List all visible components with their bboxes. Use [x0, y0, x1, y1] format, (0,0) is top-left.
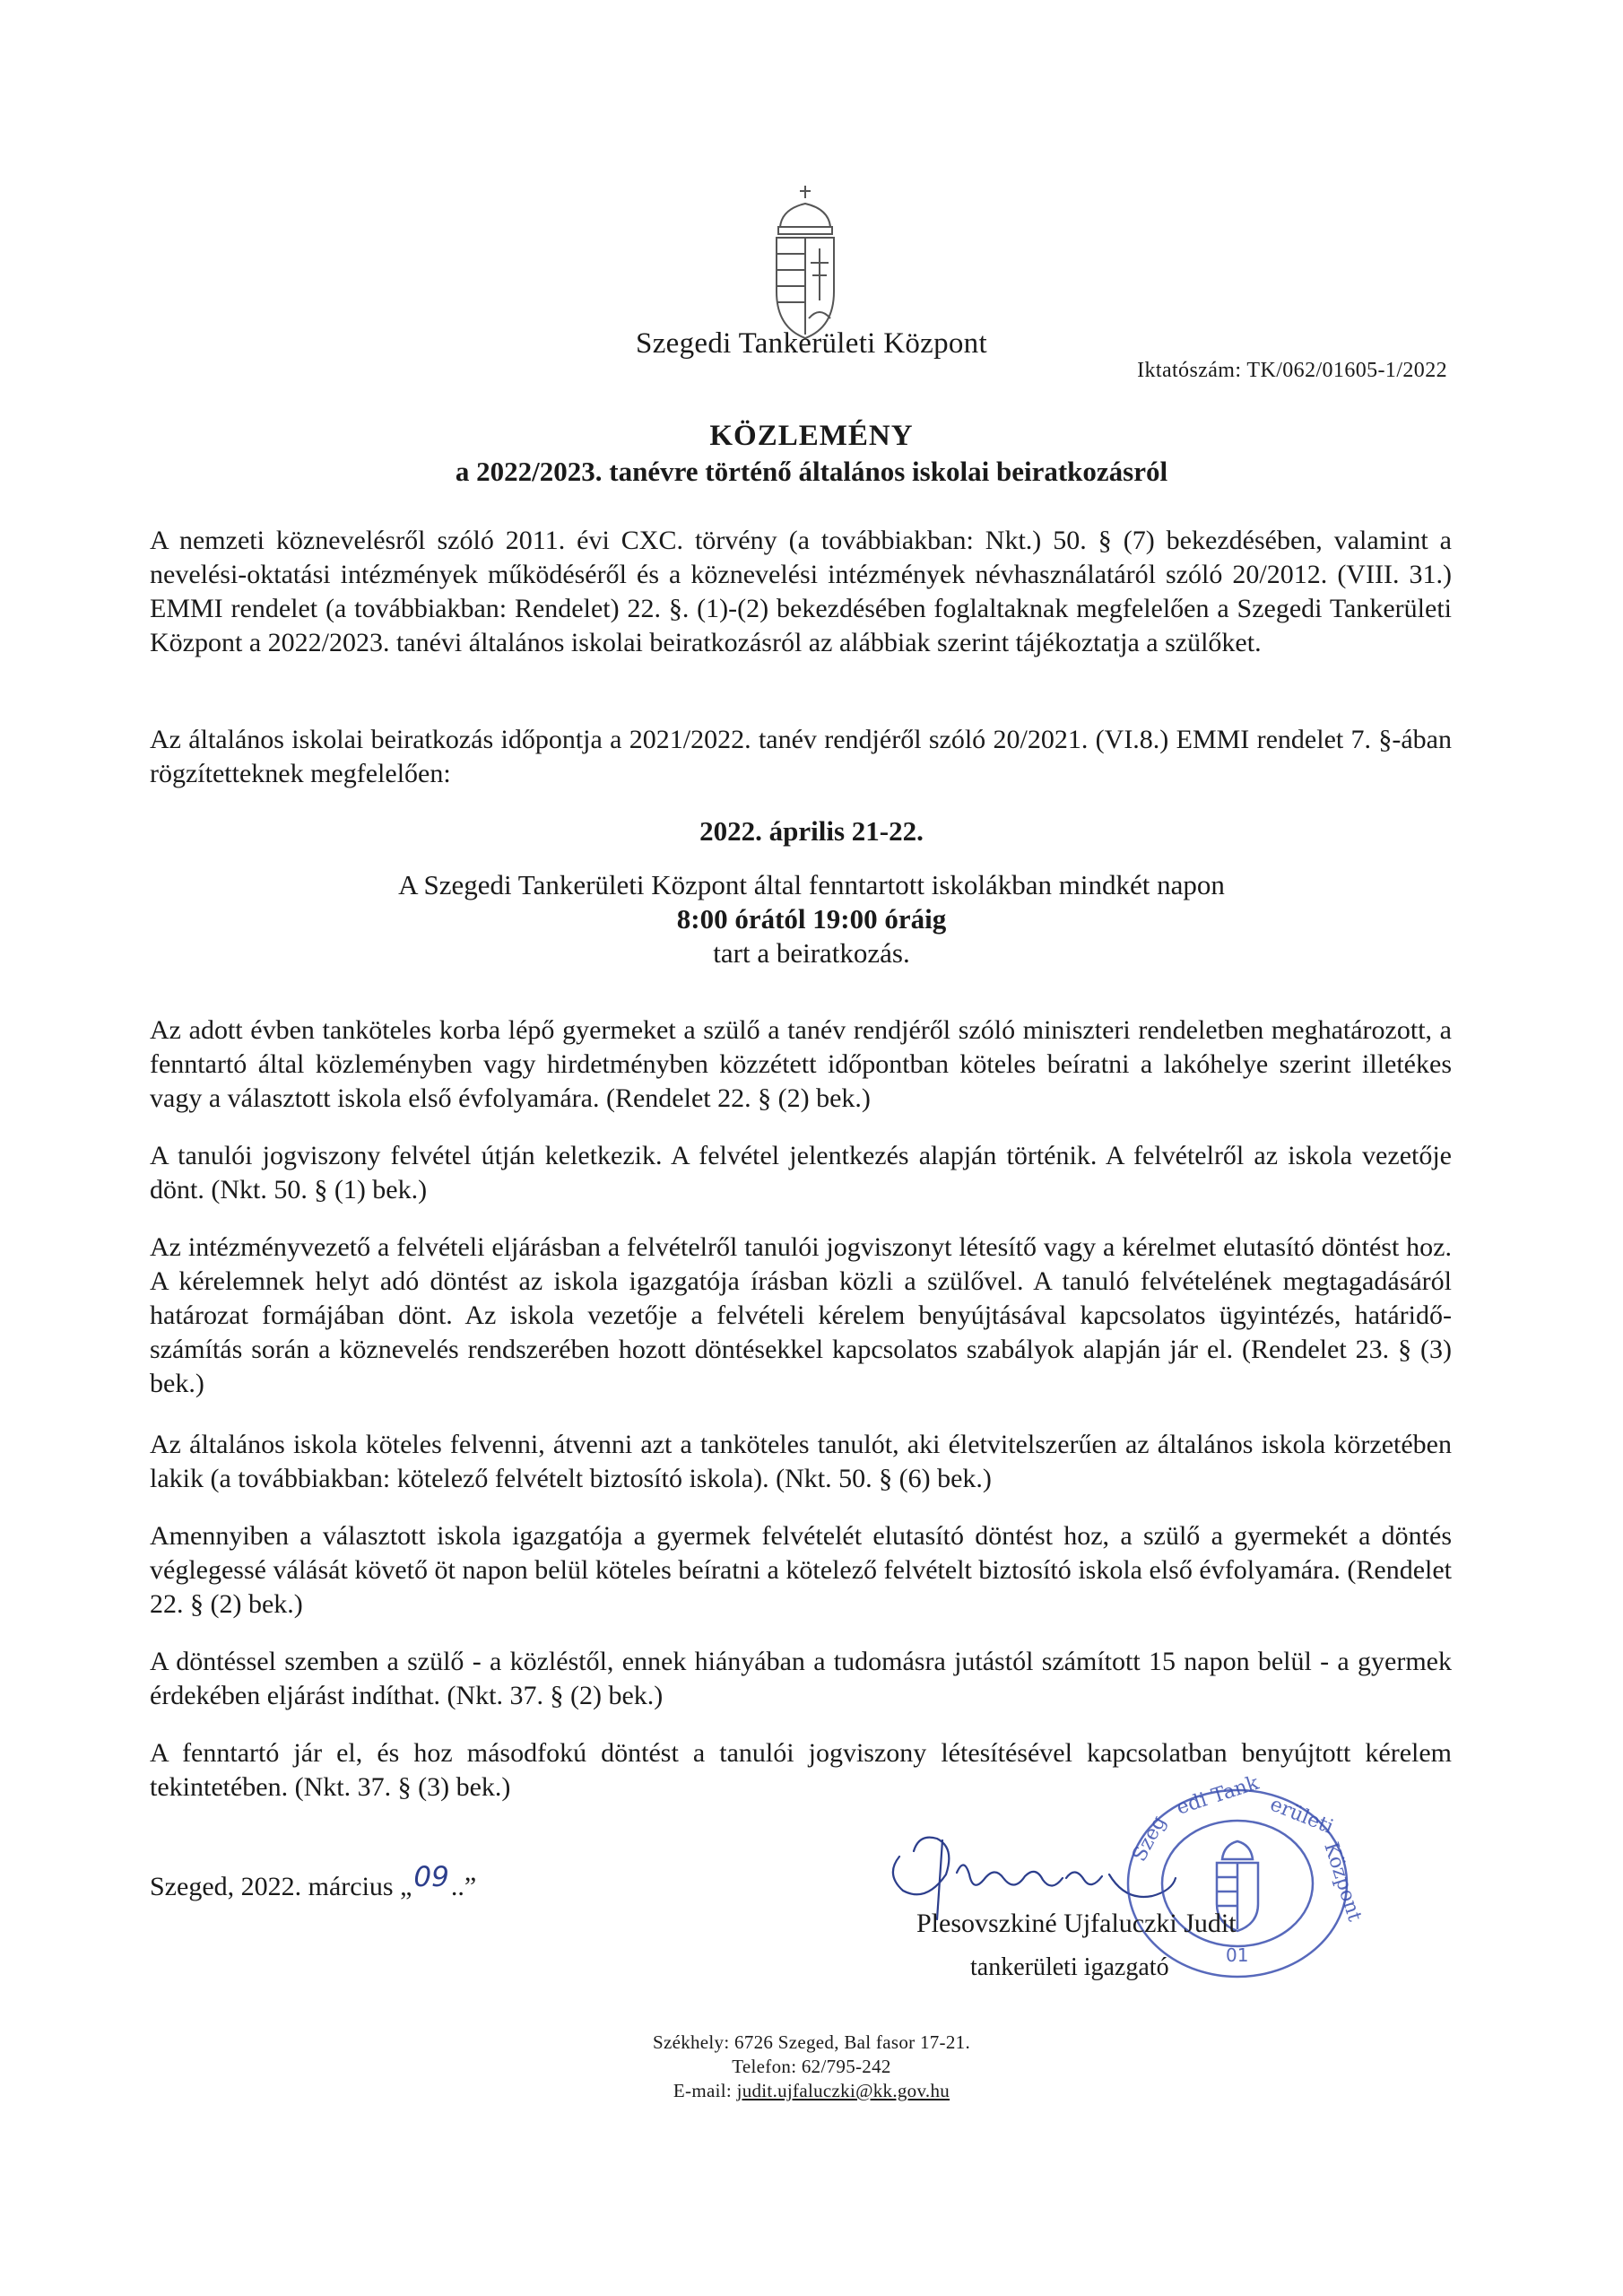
notice-subtitle: a 2022/2023. tanévre történő általános iskolai beiratkozásról [455, 456, 1168, 487]
date-prefix: Szeged, 2022. március „ [150, 1872, 412, 1901]
footer-address: Székhely: 6726 Szeged, Bal fasor 17-21. [652, 2031, 971, 2053]
paragraph-appeal: A döntéssel szemben a szülő - a közléstől, ennek hiányában a tudomásra jutástól számított 15 napon belül - a gyermek érdekében eljárást indíthat. (Nkt. 37. § (2) bek.) [150, 1647, 1452, 1710]
paragraph-enrollment-time: Az általános iskolai beiratkozás időpontja a 2021/2022. tanév rendjéről szóló 20/2021. (VI.8.) EMMI rendelet 7. §-ában rögzítetteknek megfelelően: [150, 725, 1452, 788]
hungarian-coat-of-arms-icon [760, 184, 850, 341]
footer-email-link[interactable]: judit.ujfaluczki@kk.gov.hu [736, 2080, 950, 2101]
enrollment-date: 2022. április 21-22. [699, 815, 924, 847]
paragraph-admission: A tanulói jogviszony felvétel útján keletkezik. A felvétel jelentkezés alapján történik. A felvételről az iskola vezetője dönt. (Nkt. 50. § (1) bek.) [150, 1141, 1452, 1205]
svg-text:erületi: erületi [1266, 1793, 1337, 1839]
paragraph-second-instance: A fenntartó jár el, és hoz másodfokú döntést a tanulói jogviszony létesítésével kapcsolatban benyújtott kérelem tekintetében. (Nkt. 37. § (3) bek.) [150, 1738, 1452, 1802]
svg-text:edi Tank: edi Tank [1174, 1771, 1262, 1820]
paragraph-legal-basis: A nemzeti köznevelésről szóló 2011. évi CXC. törvény (a továbbiakban: Nkt.) 50. § (7) bekezdésében, valamint a nevelési-oktatási intézmények működéséről és a köznevelési intézmények névhasználatáról szóló 20/2012. (VIII. 31.) EMMI rendelet (a továbbiakban: Rendelet) 22. §. (1)-(2) bekezdésében foglaltaknak megfelelően a Szegedi Tankerületi Központ a 2022/2023. tanévi általános iskolai beiratkozásról az alábbiak szerint tájékoztatja a szülőket. [150, 526, 1452, 657]
svg-text:01: 01 [1226, 1944, 1249, 1966]
paragraph-obligation: Az adott évben tanköteles korba lépő gyermeket a szülő a tanév rendjéről szóló miniszteri rendeletben meghatározott, a fenntartó által közleményben vagy hirdetményben közzétett időpontban köteles beíratni a lakóhelye szerint illetékes vagy a választott iskola első évfolyamára. (Rendelet 22. § (2) bek.) [150, 1015, 1452, 1113]
hours-intro: A Szegedi Tankerületi Központ által fenntartott iskolákban mindkét napon [398, 869, 1225, 900]
svg-text:Központ: Központ [1319, 1839, 1367, 1925]
paragraph-rejection: Amennyiben a választott iskola igazgatója a gyermek felvételét elutasító döntést hoz, a szülő a gyermekét a döntés véglegessé válását követő öt napon belül köteles beíratni a kötelező felvételt biztosító iskola első évfolyamára. (Rendelet 22. § (2) bek.) [150, 1521, 1452, 1619]
signer-name: Plesovszkiné Ujfaluczki Judit [916, 1909, 1237, 1938]
notice-title: KÖZLEMÉNY [709, 420, 914, 452]
date-handwritten: 09 [413, 1861, 449, 1893]
footer-contact [0, 2031, 1623, 2103]
enrollment-hours: 8:00 órától 19:00 óráig [676, 903, 947, 935]
footer-email-label: E-mail: [673, 2080, 737, 2101]
svg-text:Szeg: Szeg [1128, 1812, 1171, 1866]
place-and-date [150, 1861, 477, 1902]
footer-email-line [0, 2079, 1623, 2103]
date-suffix: ..” [450, 1872, 477, 1901]
organization-name: Szegedi Tankerületi Központ [636, 327, 987, 360]
signer-title: tankerületi igazgató [970, 1953, 1169, 1981]
hours-outro: tart a beiratkozás. [713, 937, 910, 969]
paragraph-decision: Az intézményvezető a felvételi eljárásban a felvételről tanulói jogviszonyt létesítő vagy a kérelmet elutasító döntést hoz. A kérelemnek helyt adó döntést az iskola igazgatója írásban közli a szülővel. A tanuló felvételének megtagadásáról határozat formájában dönt. Az iskola vezetője a felvételi kérelem benyújtásával kapcsolatos ügyintézés, határidő-számítás során a köznevelés rendszerében hozott döntésekkel kapcsolatos szabályok alapján jár el. (Rendelet 23. § (3) bek.) [150, 1232, 1452, 1398]
registration-number: Iktatószám: TK/062/01605-1/2022 [1137, 359, 1447, 382]
footer-phone: Telefon: 62/795-242 [732, 2056, 891, 2077]
paragraph-district-school: Az általános iskola köteles felvenni, átvenni azt a tanköteles tanulót, aki életvitelszerűen az általános iskola körzetében lakik (a továbbiakban: kötelező felvételt biztosító iskola). (Nkt. 50. § (6) bek.) [150, 1430, 1452, 1493]
